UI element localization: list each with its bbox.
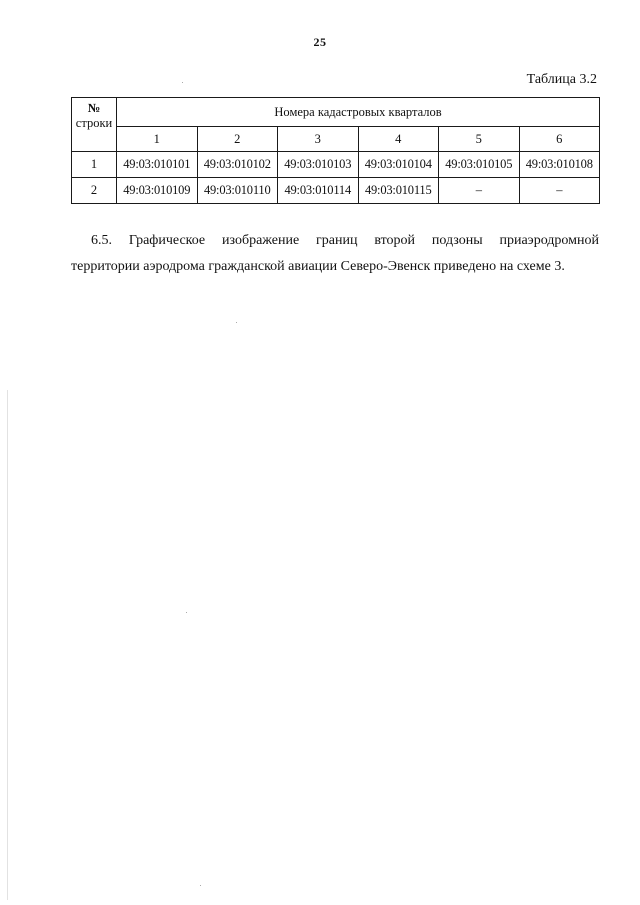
group-header: Номера кадастровых кварталов [117, 98, 600, 127]
cadastral-code-cell: 49:03:010101 [117, 152, 198, 178]
column-number: 3 [278, 127, 359, 152]
scan-speck [200, 885, 201, 886]
empty-dash-cell: – [519, 178, 600, 204]
scan-speck [186, 612, 187, 613]
column-number: 1 [117, 127, 198, 152]
column-number: 5 [439, 127, 520, 152]
row-number-cell: 1 [72, 152, 117, 178]
scan-speck [236, 322, 237, 323]
table-header-row [72, 98, 600, 127]
row-number-header [72, 98, 117, 152]
cadastral-code-cell: 49:03:010110 [197, 178, 278, 204]
empty-dash-cell: – [439, 178, 520, 204]
table-row [72, 152, 600, 178]
cadastral-code-cell: 49:03:010103 [278, 152, 359, 178]
cadastral-code-cell: 49:03:010104 [358, 152, 439, 178]
cadastral-code-cell: 49:03:010109 [117, 178, 198, 204]
page-number: 25 [313, 35, 327, 49]
paragraph-line-1: 6.5. Графическое изображение границ второй подзоны приаэродромной [91, 233, 599, 248]
paragraph-line-2: территории аэродрома гражданской авиации Северо-Эвенск приведено на схеме 3. [71, 259, 565, 274]
column-number-row [72, 127, 600, 152]
table-row [72, 178, 600, 204]
row-number-cell: 2 [72, 178, 117, 204]
row-number-word: строки [75, 116, 113, 130]
cadastral-code-cell: 49:03:010108 [519, 152, 600, 178]
body-paragraph [71, 228, 599, 280]
cadastral-code-cell: 49:03:010105 [439, 152, 520, 178]
row-number-symbol: № [87, 101, 101, 115]
cadastral-code-cell: 49:03:010115 [358, 178, 439, 204]
scan-speck [182, 82, 183, 83]
table-caption: Таблица 3.2 [526, 72, 597, 87]
cadastral-code-cell: 49:03:010102 [197, 152, 278, 178]
column-number: 4 [358, 127, 439, 152]
column-number: 2 [197, 127, 278, 152]
cadastral-quarters-table [71, 97, 600, 204]
cadastral-code-cell: 49:03:010114 [278, 178, 359, 204]
column-number: 6 [519, 127, 600, 152]
scan-edge-shadow [7, 390, 8, 900]
